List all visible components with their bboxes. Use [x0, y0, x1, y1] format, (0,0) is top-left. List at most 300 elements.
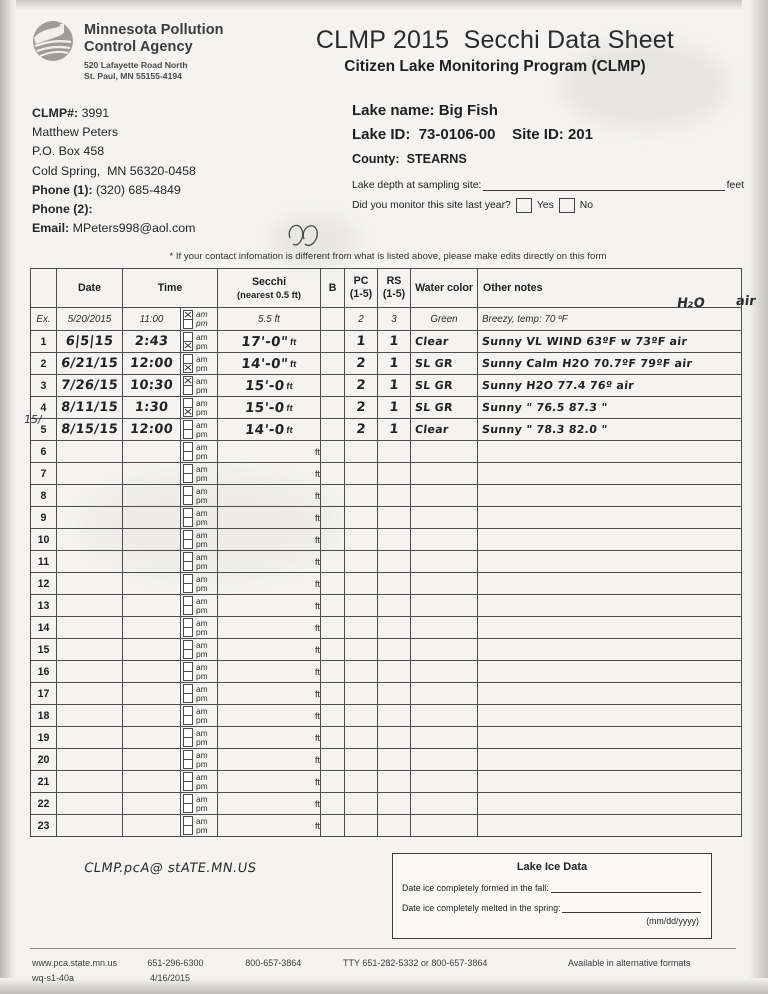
table-row[interactable]	[31, 419, 742, 441]
table-row[interactable]	[31, 595, 742, 617]
footer-phone-2: 800-657-3864	[245, 958, 302, 968]
cell-secchi[interactable]: 15'-0 ft	[218, 375, 321, 397]
pm-checkbox[interactable]	[183, 737, 193, 747]
lake-ice-data-box	[392, 853, 712, 939]
cell-water-color[interactable]: SL GR	[411, 353, 478, 375]
cell-pc[interactable]: 2	[345, 419, 378, 441]
cell-other-notes[interactable]	[478, 793, 742, 815]
cell-b[interactable]	[321, 727, 345, 749]
col-header-time: Time	[123, 269, 218, 308]
cell-pc[interactable]	[345, 617, 378, 639]
cell-other-notes[interactable]	[478, 617, 742, 639]
cell-rs[interactable]	[378, 683, 411, 705]
cell-date[interactable]: 7/26/15	[57, 375, 123, 397]
cell-b[interactable]	[321, 353, 345, 375]
cell-rs[interactable]: 1	[378, 331, 411, 353]
pm-checkbox[interactable]	[183, 649, 193, 659]
cell-rs[interactable]	[378, 815, 411, 837]
table-row[interactable]	[31, 507, 742, 529]
cell-pc[interactable]	[345, 441, 378, 463]
cell-rs[interactable]	[378, 749, 411, 771]
pm-checkbox[interactable]	[183, 517, 193, 527]
cell-date[interactable]: 8/11/15	[57, 397, 123, 419]
cell-water-color[interactable]: Clear	[411, 419, 478, 441]
cell-date[interactable]: 6|5|15	[57, 331, 123, 353]
cell-secchi[interactable]: ft	[218, 749, 321, 771]
cell-date[interactable]	[57, 529, 123, 551]
cell-time[interactable]	[123, 661, 181, 683]
cell-water-color[interactable]	[411, 771, 478, 793]
cell-secchi[interactable]: ft	[218, 793, 321, 815]
pm-checkbox[interactable]	[183, 495, 193, 505]
cell-pc[interactable]	[345, 573, 378, 595]
cell-date[interactable]	[57, 463, 123, 485]
table-row[interactable]	[31, 617, 742, 639]
cell-time[interactable]: 2:43	[123, 331, 181, 353]
cell-time[interactable]: 12:00	[123, 419, 181, 441]
cell-date[interactable]	[57, 749, 123, 771]
cell-date[interactable]	[57, 727, 123, 749]
cell-time[interactable]	[123, 793, 181, 815]
cell-rs[interactable]: 1	[378, 353, 411, 375]
row-number: 22	[31, 793, 57, 815]
cell-pc[interactable]	[345, 463, 378, 485]
cell-pc[interactable]	[345, 771, 378, 793]
cell-pc[interactable]	[345, 485, 378, 507]
cell-time[interactable]: 1:30	[123, 397, 181, 419]
table-row[interactable]	[31, 639, 742, 661]
cell-b[interactable]	[321, 595, 345, 617]
cell-b[interactable]	[321, 815, 345, 837]
cell-ampm[interactable]	[181, 331, 218, 353]
footer-tty: TTY 651-282-5332 or 800-657-3864	[343, 958, 488, 968]
cell-ampm[interactable]	[181, 485, 218, 507]
cell-other-notes[interactable]	[478, 463, 742, 485]
cell-secchi[interactable]: ft	[218, 551, 321, 573]
cell-pc[interactable]	[345, 793, 378, 815]
cell-rs[interactable]	[378, 485, 411, 507]
pm-checkbox[interactable]	[183, 715, 193, 725]
cell-time[interactable]	[123, 705, 181, 727]
cell-b[interactable]	[321, 639, 345, 661]
cell-secchi[interactable]: 14'-0" ft	[218, 353, 321, 375]
cell-rs[interactable]: 1	[378, 397, 411, 419]
col-header-secchi-main: Secchi	[251, 276, 287, 288]
cell-b[interactable]	[321, 375, 345, 397]
cell-water-color[interactable]	[411, 529, 478, 551]
cell-time[interactable]	[123, 683, 181, 705]
table-row[interactable]	[31, 397, 742, 419]
cell-date[interactable]: 8/15/15	[57, 419, 123, 441]
cell-water-color[interactable]	[411, 595, 478, 617]
cell-water-color[interactable]	[411, 441, 478, 463]
cell-other-notes[interactable]	[478, 661, 742, 683]
cell-time[interactable]: 10:30	[123, 375, 181, 397]
pm-checkbox[interactable]	[183, 451, 193, 461]
cell-pc[interactable]: 2	[345, 375, 378, 397]
cell-b[interactable]	[321, 507, 345, 529]
cell-water-color[interactable]	[411, 617, 478, 639]
cell-secchi[interactable]: ft	[218, 573, 321, 595]
cell-other-notes[interactable]: Sunny " 76.5 87.3 "	[478, 397, 742, 419]
cell-rs[interactable]	[378, 727, 411, 749]
cell-ampm[interactable]	[181, 463, 218, 485]
cell-water-color[interactable]	[411, 573, 478, 595]
cell-water-color[interactable]	[411, 507, 478, 529]
pm-checkbox[interactable]	[183, 473, 193, 483]
table-row[interactable]	[31, 683, 742, 705]
pm-checkbox[interactable]	[183, 319, 193, 329]
table-row[interactable]	[31, 529, 742, 551]
pm-label: pm	[196, 604, 208, 615]
pm-label: pm	[196, 780, 208, 791]
cell-water-color[interactable]	[411, 815, 478, 837]
cell-other-notes[interactable]	[478, 507, 742, 529]
cell-other-notes[interactable]: Sunny VL WIND 63ºF w 73ºF air	[478, 331, 742, 353]
cell-b[interactable]	[321, 749, 345, 771]
cell-secchi[interactable]: 17'-0" ft	[218, 331, 321, 353]
example-ampm[interactable]	[181, 308, 218, 331]
cell-ampm[interactable]	[181, 815, 218, 837]
cell-other-notes[interactable]	[478, 683, 742, 705]
cell-time[interactable]	[123, 639, 181, 661]
clmp-number-value: 3991	[81, 106, 110, 120]
cell-time[interactable]	[123, 507, 181, 529]
cell-ampm[interactable]	[181, 683, 218, 705]
lake-ice-title: Lake Ice Data	[516, 861, 588, 873]
cell-secchi[interactable]: ft	[218, 507, 321, 529]
cell-pc[interactable]	[345, 683, 378, 705]
cell-date[interactable]	[57, 639, 123, 661]
cell-water-color[interactable]	[411, 463, 478, 485]
cell-pc[interactable]	[345, 661, 378, 683]
cell-time[interactable]	[123, 573, 181, 595]
cell-date[interactable]	[57, 771, 123, 793]
cell-water-color[interactable]	[411, 683, 478, 705]
pm-checkbox[interactable]	[183, 781, 193, 791]
cell-other-notes[interactable]	[478, 529, 742, 551]
cell-water-color[interactable]	[411, 639, 478, 661]
cell-date[interactable]	[57, 793, 123, 815]
cell-other-notes[interactable]	[478, 639, 742, 661]
cell-pc[interactable]	[345, 529, 378, 551]
cell-time[interactable]	[123, 485, 181, 507]
cell-b[interactable]	[321, 331, 345, 353]
cell-water-color[interactable]	[411, 485, 478, 507]
cell-pc[interactable]	[345, 507, 378, 529]
cell-b[interactable]	[321, 419, 345, 441]
cell-ampm[interactable]	[181, 353, 218, 375]
cell-pc[interactable]	[345, 815, 378, 837]
table-row[interactable]	[31, 771, 742, 793]
cell-pc[interactable]: 1	[345, 331, 378, 353]
row-number: 13	[31, 595, 57, 617]
cell-time[interactable]	[123, 617, 181, 639]
handwritten-h2o-annotation: H₂O	[675, 296, 706, 311]
contact-address-1: P.O. Box 458	[32, 144, 105, 159]
ice-melted-input[interactable]	[562, 902, 701, 913]
cell-date[interactable]	[57, 573, 123, 595]
pm-label: pm	[196, 318, 208, 329]
cell-ampm[interactable]	[181, 441, 218, 463]
cell-pc[interactable]: 2	[345, 353, 378, 375]
cell-rs[interactable]	[378, 507, 411, 529]
cell-rs[interactable]	[378, 595, 411, 617]
cell-other-notes[interactable]	[478, 815, 742, 837]
table-row[interactable]	[31, 727, 742, 749]
cell-time[interactable]: 12:00	[123, 353, 181, 375]
cell-time[interactable]	[123, 441, 181, 463]
cell-secchi[interactable]: ft	[218, 705, 321, 727]
cell-other-notes[interactable]	[478, 771, 742, 793]
pm-checkbox[interactable]	[183, 605, 193, 615]
table-row[interactable]	[31, 353, 742, 375]
cell-time[interactable]	[123, 771, 181, 793]
cell-water-color[interactable]: SL GR	[411, 397, 478, 419]
pm-label: pm	[196, 472, 208, 483]
cell-b[interactable]	[321, 617, 345, 639]
cell-time[interactable]	[123, 551, 181, 573]
pm-checkbox[interactable]	[183, 385, 193, 395]
pm-checkbox[interactable]	[183, 539, 193, 549]
table-row[interactable]	[31, 705, 742, 727]
cell-secchi[interactable]: ft	[218, 683, 321, 705]
table-row[interactable]	[31, 551, 742, 573]
pm-checkbox[interactable]	[183, 759, 193, 769]
cell-ampm[interactable]	[181, 749, 218, 771]
cell-date[interactable]	[57, 441, 123, 463]
table-row[interactable]	[31, 485, 742, 507]
cell-rs[interactable]	[378, 705, 411, 727]
cell-b[interactable]	[321, 463, 345, 485]
cell-secchi[interactable]: ft	[218, 617, 321, 639]
cell-water-color[interactable]	[411, 727, 478, 749]
cell-time[interactable]	[123, 727, 181, 749]
table-row[interactable]	[31, 441, 742, 463]
row-number: 1	[31, 331, 57, 353]
cell-date[interactable]	[57, 683, 123, 705]
table-row[interactable]	[31, 749, 742, 771]
pm-label: pm	[196, 340, 208, 351]
table-row[interactable]	[31, 815, 742, 837]
cell-ampm[interactable]	[181, 507, 218, 529]
cell-other-notes[interactable]	[478, 595, 742, 617]
cell-secchi[interactable]: ft	[218, 771, 321, 793]
monitor-no-checkbox[interactable]	[559, 198, 575, 213]
col-header-date: Date	[57, 269, 123, 308]
col-header-b: B	[321, 269, 345, 308]
cell-ampm[interactable]	[181, 705, 218, 727]
cell-secchi[interactable]: ft	[218, 485, 321, 507]
cell-b[interactable]	[321, 771, 345, 793]
cell-b[interactable]	[321, 485, 345, 507]
cell-secchi[interactable]: ft	[218, 727, 321, 749]
row-number: 17	[31, 683, 57, 705]
pm-label: pm	[196, 824, 208, 835]
cell-b[interactable]	[321, 397, 345, 419]
cell-time[interactable]	[123, 749, 181, 771]
cell-other-notes[interactable]	[478, 727, 742, 749]
cell-secchi[interactable]: ft	[218, 441, 321, 463]
cell-ampm[interactable]	[181, 793, 218, 815]
cell-b[interactable]	[321, 551, 345, 573]
ice-formed-input[interactable]	[551, 882, 701, 893]
cell-ampm[interactable]	[181, 595, 218, 617]
cell-pc[interactable]	[345, 551, 378, 573]
cell-time[interactable]	[123, 529, 181, 551]
am-checkbox[interactable]	[183, 310, 193, 320]
cell-water-color[interactable]	[411, 705, 478, 727]
cell-secchi[interactable]: 15'-0 ft	[218, 397, 321, 419]
cell-date[interactable]	[57, 485, 123, 507]
cell-ampm[interactable]	[181, 397, 218, 419]
cell-time[interactable]	[123, 815, 181, 837]
table-row[interactable]	[31, 793, 742, 815]
cell-other-notes[interactable]	[478, 441, 742, 463]
cell-secchi[interactable]: ft	[218, 661, 321, 683]
cell-rs[interactable]	[378, 639, 411, 661]
pm-checkbox[interactable]	[183, 341, 193, 351]
pm-checkbox[interactable]	[183, 803, 193, 813]
cell-date[interactable]	[57, 617, 123, 639]
cell-rs[interactable]	[378, 463, 411, 485]
cell-water-color[interactable]	[411, 551, 478, 573]
cell-water-color[interactable]	[411, 749, 478, 771]
cell-ampm[interactable]	[181, 617, 218, 639]
cell-pc[interactable]	[345, 595, 378, 617]
pm-checkbox[interactable]	[183, 583, 193, 593]
cell-water-color[interactable]: SL GR	[411, 375, 478, 397]
cell-pc[interactable]	[345, 705, 378, 727]
cell-other-notes[interactable]	[478, 573, 742, 595]
cell-secchi[interactable]: ft	[218, 595, 321, 617]
footer-doc-date: 4/16/2015	[150, 973, 191, 984]
phone2-row	[32, 200, 332, 219]
cell-ampm[interactable]	[181, 727, 218, 749]
cell-time[interactable]	[123, 463, 181, 485]
col-header-water-color: Water color	[411, 269, 478, 308]
table-row[interactable]	[31, 331, 742, 353]
cell-date[interactable]	[57, 661, 123, 683]
cell-water-color[interactable]: Clear	[411, 331, 478, 353]
cell-pc[interactable]: 2	[345, 397, 378, 419]
cell-rs[interactable]	[378, 551, 411, 573]
cell-other-notes[interactable]	[478, 485, 742, 507]
cell-ampm[interactable]	[181, 771, 218, 793]
cell-rs[interactable]	[378, 661, 411, 683]
cell-other-notes[interactable]: Sunny " 78.3 82.0 "	[478, 419, 742, 441]
cell-pc[interactable]	[345, 639, 378, 661]
am-label: am	[196, 441, 208, 452]
cell-rs[interactable]	[378, 573, 411, 595]
cell-b[interactable]	[321, 529, 345, 551]
secchi-data-table	[30, 268, 742, 837]
cell-b[interactable]	[321, 573, 345, 595]
example-pc: 2	[345, 308, 378, 331]
table-row[interactable]	[31, 573, 742, 595]
pm-checkbox[interactable]	[183, 561, 193, 571]
cell-secchi[interactable]: ft	[218, 463, 321, 485]
table-row[interactable]	[31, 661, 742, 683]
cell-rs[interactable]	[378, 771, 411, 793]
cell-water-color[interactable]	[411, 793, 478, 815]
cell-water-color[interactable]	[411, 661, 478, 683]
table-row[interactable]	[31, 375, 742, 397]
row-number: 2	[31, 353, 57, 375]
lake-id-row	[352, 126, 744, 143]
am-label: am	[196, 463, 208, 474]
am-label: am	[196, 771, 208, 782]
cell-rs[interactable]	[378, 529, 411, 551]
cell-time[interactable]	[123, 595, 181, 617]
cell-rs[interactable]	[378, 441, 411, 463]
cell-date[interactable]	[57, 551, 123, 573]
example-date: 5/20/2015	[57, 308, 123, 331]
cell-b[interactable]	[321, 705, 345, 727]
cell-date[interactable]	[57, 507, 123, 529]
cell-other-notes[interactable]	[478, 705, 742, 727]
ice-formed-row	[402, 882, 701, 893]
cell-secchi[interactable]: ft	[218, 815, 321, 837]
cell-other-notes[interactable]: Sunny H2O 77.4 76º air	[478, 375, 742, 397]
cell-ampm[interactable]	[181, 529, 218, 551]
cell-b[interactable]	[321, 661, 345, 683]
pm-checkbox[interactable]	[183, 627, 193, 637]
pm-checkbox[interactable]	[183, 407, 193, 417]
pm-checkbox[interactable]	[183, 693, 193, 703]
cell-pc[interactable]	[345, 727, 378, 749]
cell-b[interactable]	[321, 793, 345, 815]
footer-website[interactable]: www.pca.state.mn.us	[32, 958, 118, 968]
cell-ampm[interactable]	[181, 639, 218, 661]
cell-secchi[interactable]: ft	[218, 639, 321, 661]
cell-ampm[interactable]	[181, 661, 218, 683]
am-label: am	[196, 815, 208, 826]
cell-date[interactable]	[57, 705, 123, 727]
scan-edge-left	[0, 0, 16, 994]
pm-checkbox[interactable]	[183, 429, 193, 439]
cell-other-notes[interactable]	[478, 749, 742, 771]
pm-checkbox[interactable]	[183, 363, 193, 373]
cell-ampm[interactable]	[181, 573, 218, 595]
cell-b[interactable]	[321, 683, 345, 705]
cell-rs[interactable]	[378, 793, 411, 815]
cell-rs[interactable]: 1	[378, 419, 411, 441]
cell-date[interactable]	[57, 815, 123, 837]
pm-checkbox[interactable]	[183, 671, 193, 681]
cell-ampm[interactable]	[181, 419, 218, 441]
table-row[interactable]	[31, 463, 742, 485]
am-checkbox[interactable]	[183, 376, 193, 386]
monitor-yes-checkbox[interactable]	[516, 198, 532, 213]
cell-pc[interactable]	[345, 749, 378, 771]
cell-b[interactable]	[321, 441, 345, 463]
cell-other-notes[interactable]: Sunny Calm H2O 70.7ºF 79ºF air	[478, 353, 742, 375]
col-header-rs	[378, 269, 411, 308]
cell-date[interactable]	[57, 595, 123, 617]
cell-ampm[interactable]	[181, 375, 218, 397]
cell-date[interactable]: 6/21/15	[57, 353, 123, 375]
lake-id-label: Lake ID:	[352, 126, 411, 143]
pm-checkbox[interactable]	[183, 825, 193, 835]
lake-depth-input[interactable]	[483, 179, 724, 191]
cell-ampm[interactable]	[181, 551, 218, 573]
cell-rs[interactable]: 1	[378, 375, 411, 397]
cell-rs[interactable]	[378, 617, 411, 639]
cell-secchi[interactable]: ft	[218, 529, 321, 551]
cell-other-notes[interactable]	[478, 551, 742, 573]
cell-secchi[interactable]: 14'-0 ft	[218, 419, 321, 441]
